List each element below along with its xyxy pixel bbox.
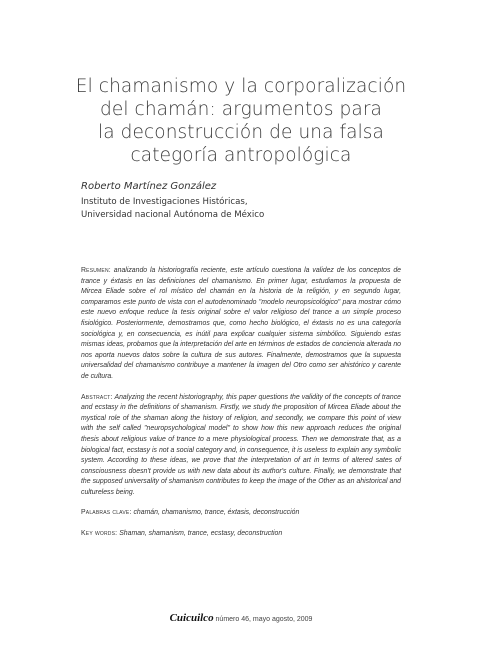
abstracts-block <box>81 266 401 540</box>
abstract-label: Abstract: <box>81 393 113 401</box>
abstract-text: Analyzing the recent historiography, this paper questions the validity of the concepts of trance and ecstasy in the definitions of shamanism. Firstly, we study the proposition of Mircea Eliade about the mystical role of the shaman along the history of religion, and secondly, we compare this point of view with the self called "neuropsychological model" to show how this new approach reduces the original thesis about religious value of trance to a mere physiological process. Then we demonstrate that, as a biological fact, ecstasy is not a social category and, in consequence, it is useless to explain any symbolic system. According to these ideas, we prove that the interpretation of art in terms of altered sates of consciousness doesn't provide us with new data about its author's culture. Finally, we demonstrate that the supposed universality of shamanism contributes to keep the image of the Other as an ahistorical and cultureless being. <box>81 393 401 496</box>
author-name: Roberto Martínez González <box>81 181 217 192</box>
title-line-3: la deconstrucción de una falsa <box>98 122 384 143</box>
resumen-text: analizando la historiografía reciente, este artículo cuestiona la validez de los conceptos de trance y éxtasis en las definiciones del chamanismo. En primer lugar, estudiamos la propuesta de Mircea Eliade sobre el rol místico del chamán en la historia de la religión, y en segundo lugar, comparamos este punto de vista con el autodenominado "modelo neuropsicológico" para mostrar cómo este nuevo enfoque reduce la tesis original sobre el valor religioso del trance a un simple proceso fisiológico. Posteriormente, demostramos que, como hecho biológico, el éxtasis no es una categoría sociológica y, en consecuencia, es inútil para explicar cualquier sistema simbólico. Siguiendo estas mismas ideas, probamos que la interpretación del arte en términos de estados de conciencia alterada no nos aporta nuevos datos sobre la cultura de sus autores. Finalmente, demostramos que la supuesta universalidad del chamanismo contribuye a mantener la imagen del Otro como ser ahistórico y carente de cultura. <box>81 267 401 380</box>
article-title <box>60 75 422 167</box>
resumen-label: Resumen: <box>81 267 111 274</box>
palabras-clave-line <box>81 508 401 519</box>
palabras-clave-text: chamán, chamanismo, trance, éxtasis, deconstrucción <box>133 509 300 517</box>
key-words-line <box>81 529 401 540</box>
page-footer <box>0 612 482 624</box>
resumen-paragraph <box>81 266 401 383</box>
key-words-label: Key words: <box>81 530 118 538</box>
key-words-text: Shaman, shamanism, trance, ecstasy, deconstruction <box>119 530 283 538</box>
author-affiliation <box>81 196 264 222</box>
issue-info: número 46, mayo agosto, 2009 <box>215 616 313 623</box>
abstract-paragraph <box>81 393 401 499</box>
title-line-4: categoría antropológica <box>130 145 352 166</box>
affiliation-line-1: Instituto de Investigaciones Históricas, <box>81 197 248 207</box>
title-line-2: del chamán: argumentos para <box>100 99 382 120</box>
palabras-clave-label: Palabras clave: <box>81 509 132 517</box>
title-line-1: El chamanismo y la corporalización <box>75 76 407 97</box>
journal-logo: Cuicuilco <box>169 612 214 624</box>
affiliation-line-2: Universidad nacional Autónoma de México <box>81 210 265 220</box>
